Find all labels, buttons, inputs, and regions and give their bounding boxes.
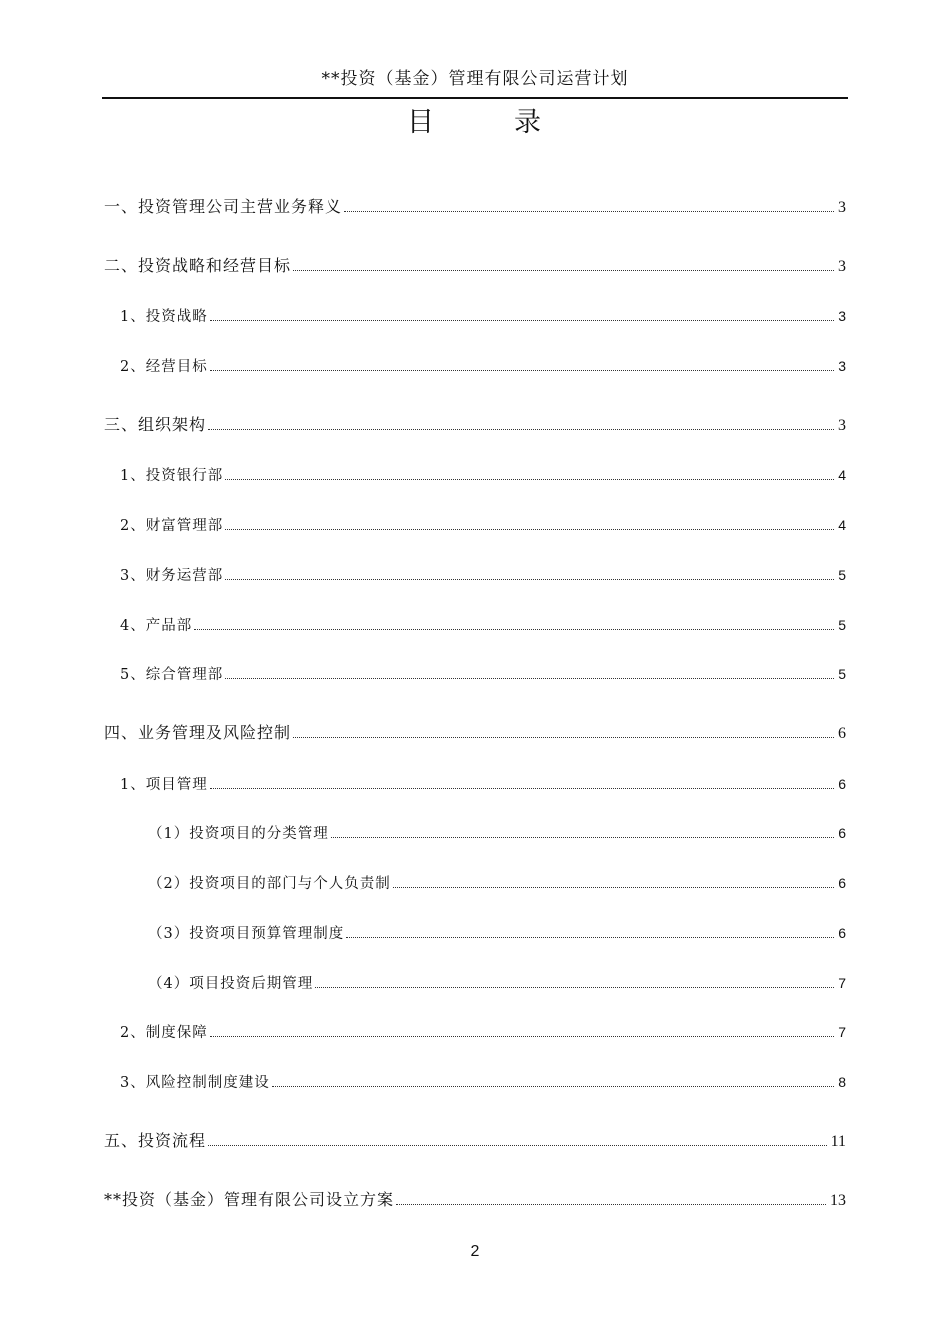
toc-title-right: 录	[514, 107, 543, 138]
toc-entry-text: 二、投资战略和经营目标	[104, 256, 292, 275]
toc-entry[interactable]	[120, 663, 846, 684]
toc-entry[interactable]	[104, 194, 846, 217]
toc-entry-text: （3）投资项目预算管理制度	[148, 926, 345, 942]
toc-entry[interactable]	[148, 972, 846, 993]
dot-leader	[346, 937, 834, 938]
toc-entry-page: 3	[838, 199, 846, 216]
toc-entry-text: 2、制度保障	[120, 1025, 208, 1041]
toc-entry[interactable]	[120, 305, 846, 326]
toc-entry-page: 3	[838, 417, 846, 434]
toc-entry[interactable]	[104, 253, 846, 276]
dot-leader	[210, 320, 834, 321]
toc-entry-page: 6	[838, 875, 846, 891]
toc-entry-page: 7	[838, 975, 846, 991]
dot-leader	[194, 629, 834, 630]
dot-leader	[208, 429, 834, 430]
toc-entry-text: **投资（基金）管理有限公司设立方案	[104, 1190, 395, 1209]
toc-entry-page: 6	[838, 925, 846, 941]
toc-entry-page: 5	[838, 666, 846, 682]
dot-leader	[331, 837, 834, 838]
dot-leader	[344, 211, 834, 212]
toc-entry-page: 11	[830, 1133, 846, 1150]
toc-entry-page: 3	[838, 308, 846, 324]
toc-entry-text: 1、投资战略	[120, 309, 208, 325]
toc-entry-page: 5	[838, 567, 846, 583]
toc-entry-page: 4	[838, 517, 846, 533]
toc-entry-text: 4、产品部	[120, 618, 193, 634]
dot-leader	[225, 479, 834, 480]
toc-entry-text: 1、投资银行部	[120, 468, 224, 484]
toc-entry[interactable]	[120, 773, 846, 794]
toc-entry[interactable]	[120, 355, 846, 376]
toc-entry-text: 2、经营目标	[120, 359, 208, 375]
dot-leader	[210, 788, 834, 789]
toc-entry-text: 2、财富管理部	[120, 518, 224, 534]
toc-entry-text: （4）项目投资后期管理	[148, 976, 314, 992]
toc-entry-text: 1、项目管理	[120, 777, 208, 793]
toc-entry-page: 6	[838, 825, 846, 841]
toc-entry[interactable]	[120, 514, 846, 535]
toc-entry[interactable]	[104, 412, 846, 435]
dot-leader	[393, 887, 834, 888]
toc-entry-page: 6	[838, 776, 846, 792]
toc-entry-text: 5、综合管理部	[120, 667, 224, 683]
toc-entry-text: 三、组织架构	[104, 415, 207, 434]
toc-entry-page: 6	[838, 725, 846, 742]
dot-leader	[210, 1036, 834, 1037]
toc-entry-text: 一、投资管理公司主营业务释义	[104, 197, 343, 216]
dot-leader	[208, 1145, 827, 1146]
toc-entry-text: 四、业务管理及风险控制	[104, 723, 292, 742]
dot-leader	[396, 1204, 826, 1205]
dot-leader	[293, 270, 834, 271]
toc-entry[interactable]	[104, 1187, 846, 1210]
toc-title-left: 目	[407, 107, 436, 138]
toc-entry[interactable]	[148, 822, 846, 843]
toc-entry-text: 3、财务运营部	[120, 568, 224, 584]
running-header: **投资（基金）管理有限公司运营计划	[321, 69, 629, 89]
toc-entry-page: 4	[838, 467, 846, 483]
toc-entry-page: 5	[838, 617, 846, 633]
dot-leader	[210, 370, 834, 371]
toc-entry-page: 8	[838, 1074, 846, 1090]
toc-entry[interactable]	[104, 1128, 846, 1151]
toc-entry-text: 3、风险控制制度建设	[120, 1075, 270, 1091]
dot-leader	[315, 987, 834, 988]
toc-entry-page: 3	[838, 258, 846, 275]
dot-leader	[225, 579, 834, 580]
toc-entry-text: 五、投资流程	[104, 1131, 207, 1150]
toc-entry-page: 7	[838, 1024, 846, 1040]
toc-entry-page: 3	[838, 358, 846, 374]
toc-entry-page: 13	[830, 1192, 846, 1209]
toc-entry-text: （2）投资项目的部门与个人负责制	[148, 876, 391, 892]
toc-entry[interactable]	[120, 614, 846, 635]
toc-entry[interactable]	[120, 464, 846, 485]
toc-entry[interactable]	[148, 922, 846, 943]
toc-entry[interactable]	[148, 872, 846, 893]
dot-leader	[293, 737, 834, 738]
dot-leader	[225, 529, 834, 530]
toc-entry-text: （1）投资项目的分类管理	[148, 826, 329, 842]
toc-entry[interactable]	[120, 1071, 846, 1092]
toc-entry[interactable]	[104, 720, 846, 743]
toc-entry[interactable]	[120, 564, 846, 585]
page-number: 2	[470, 1243, 480, 1260]
dot-leader	[272, 1086, 834, 1087]
dot-leader	[225, 678, 834, 679]
toc-entry[interactable]	[120, 1021, 846, 1042]
